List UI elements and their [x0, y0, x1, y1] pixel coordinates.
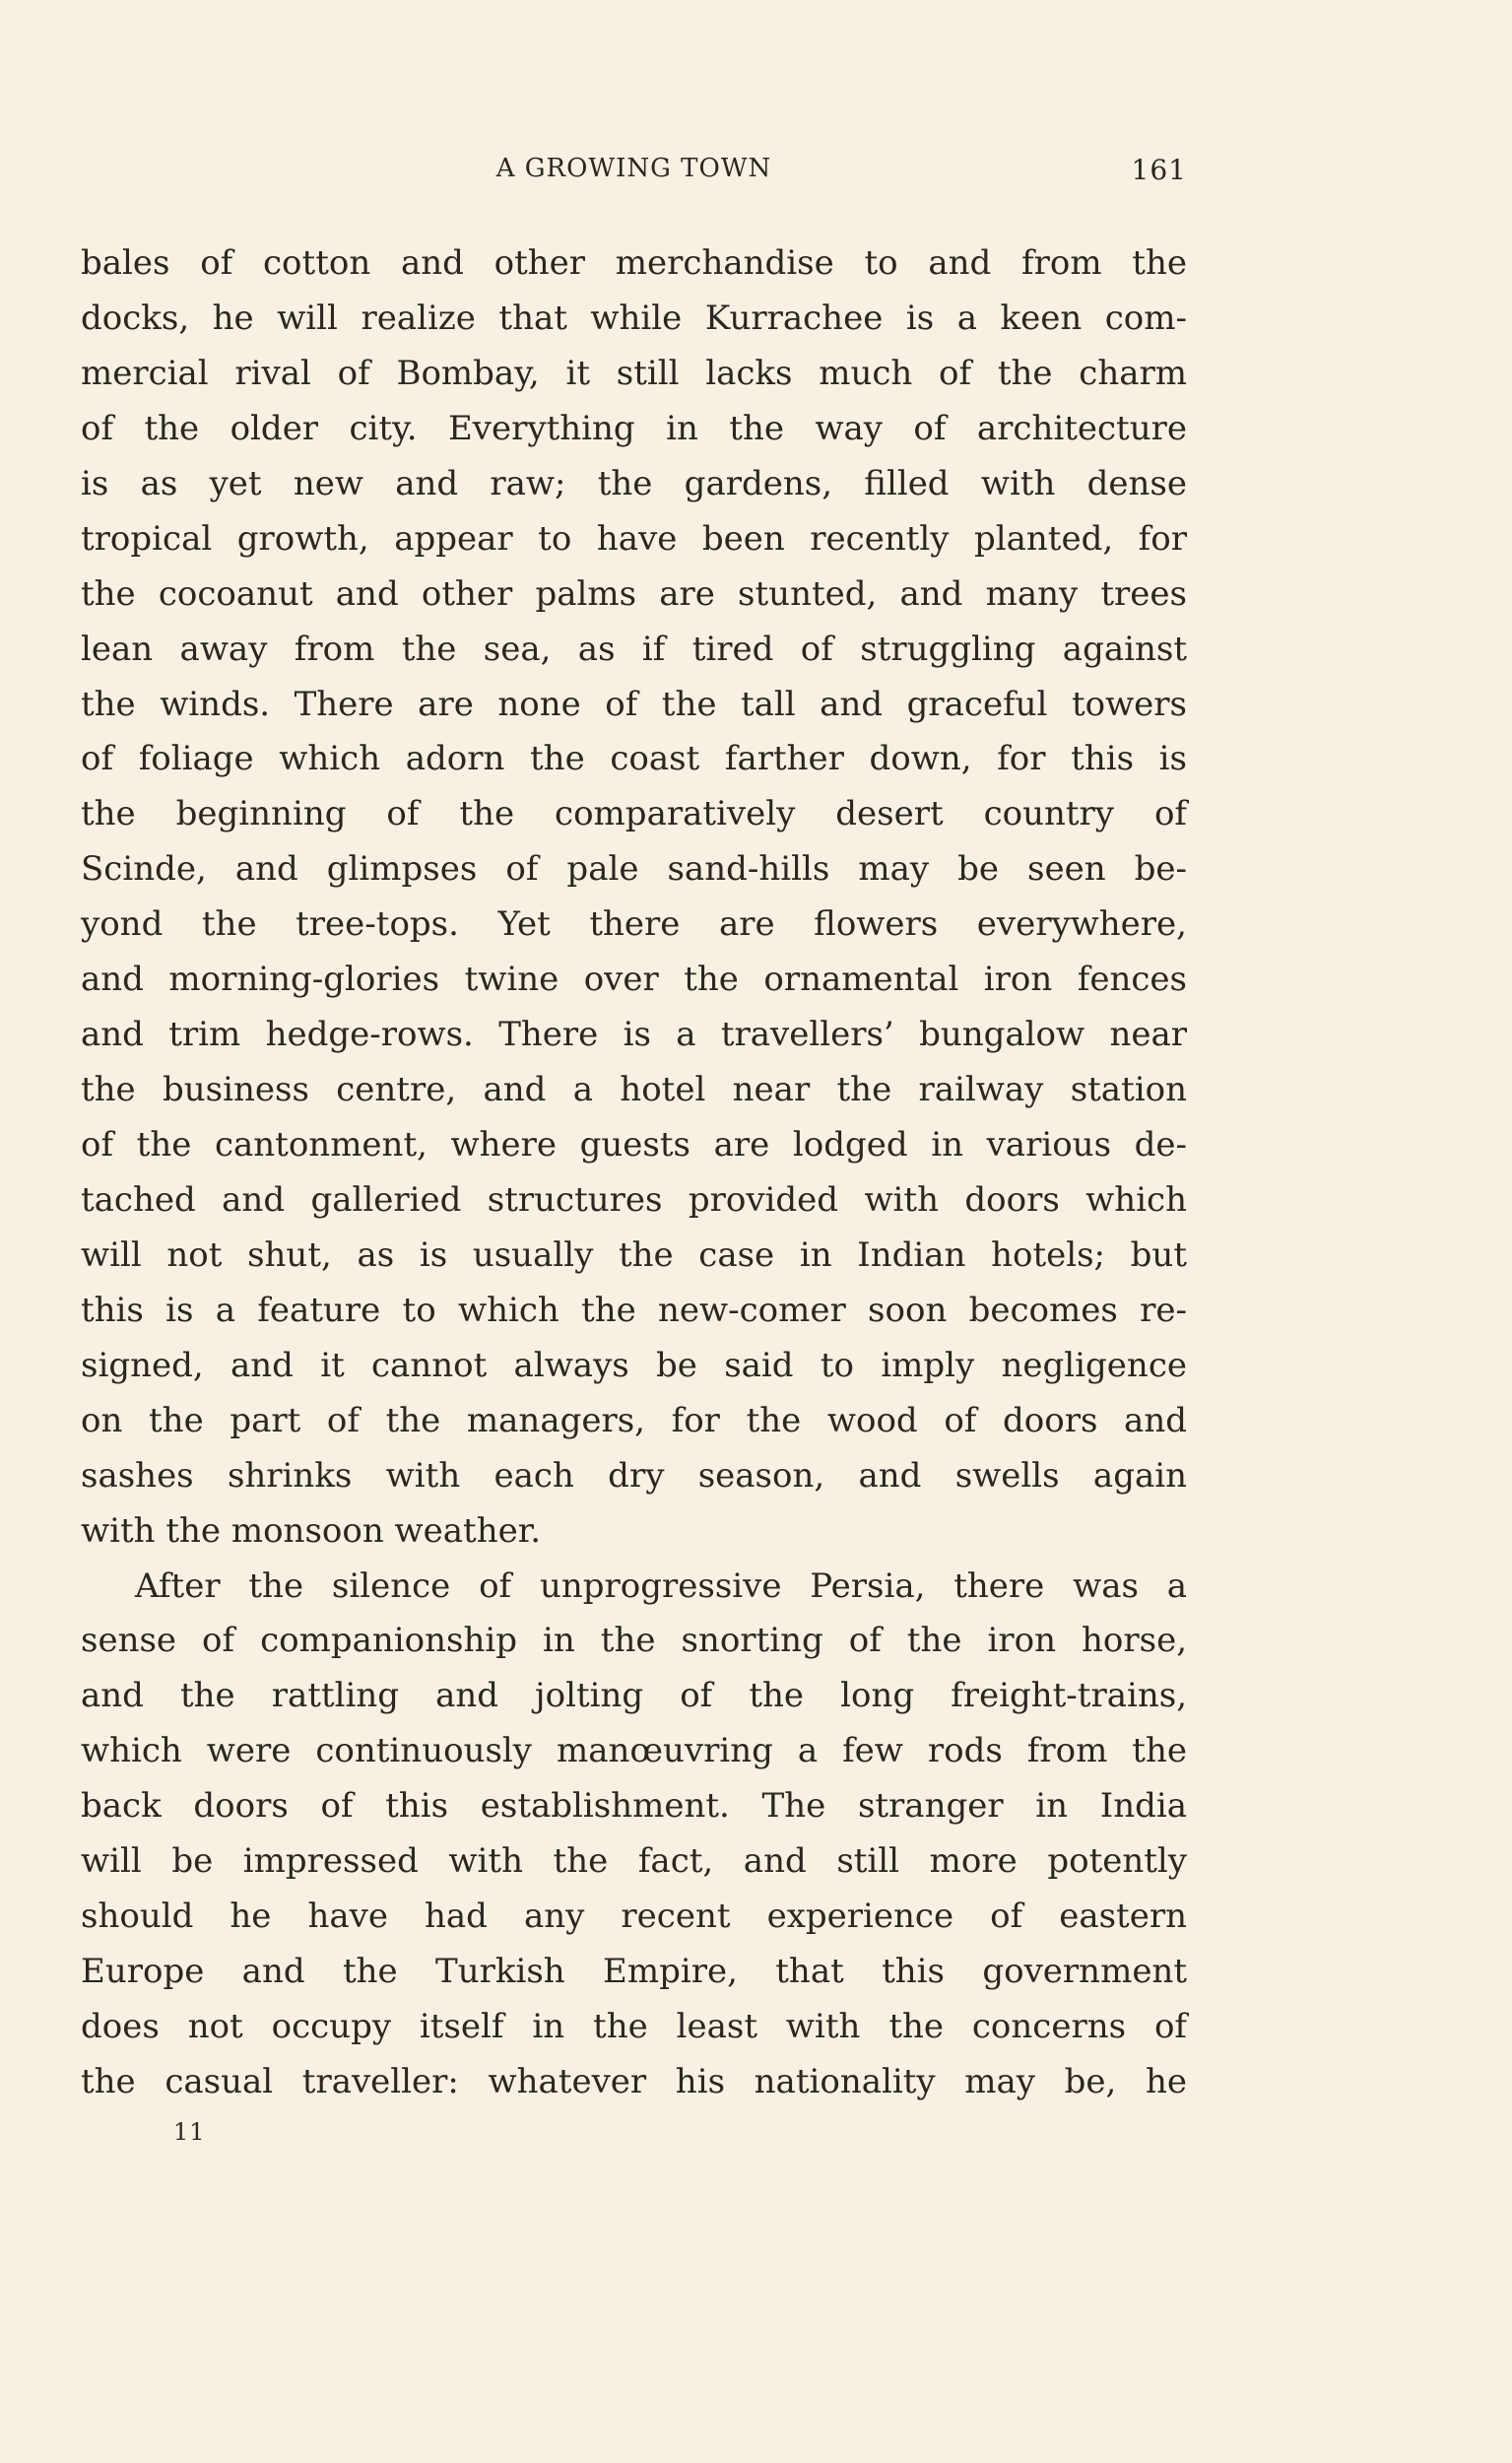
- text-line: on the part of the managers, for the wood of doors and: [81, 1400, 1187, 1440]
- text-line: should he have had any recent experience of eastern: [81, 1897, 1187, 1937]
- text-line: the winds. There are none of the tall and graceful towers: [81, 684, 1187, 724]
- page-number: 161: [1131, 154, 1187, 186]
- running-title: A GROWING TOWN: [495, 154, 772, 183]
- text-line: lean away from the sea, as if tired of struggling against: [81, 629, 1187, 669]
- text-line: back doors of this establishment. The stranger in India: [81, 1786, 1187, 1827]
- text-line: of foliage which adorn the coast farther down, for this is: [81, 739, 1187, 779]
- text-line: the business centre, and a hotel near the railway station: [81, 1070, 1187, 1110]
- text-line: tached and galleried structures provided with doors which: [81, 1179, 1187, 1220]
- text-line: yond the tree-tops. Yet there are flowers everywhere,: [81, 904, 1187, 945]
- text-line: with the monsoon weather.: [81, 1510, 542, 1551]
- text-line: sense of companionship in the snorting of the iron horse,: [81, 1621, 1187, 1661]
- text-line: of the cantonment, where guests are lodged in various de-: [81, 1125, 1187, 1165]
- text-line: which were continuously manœuvring a few rods from the: [81, 1731, 1187, 1771]
- text-line: mercial rival of Bombay, it still lacks much of the charm: [81, 353, 1187, 393]
- text-line: and morning-glories twine over the ornamental iron fences: [81, 960, 1187, 1000]
- body-text: [81, 236, 1187, 2110]
- text-line: Scinde, and glimpses of pale sand-hills may be seen be-: [81, 849, 1187, 890]
- text-line: Europe and the Turkish Empire, that this government: [81, 1952, 1187, 1992]
- paragraph: [81, 236, 1187, 1560]
- text-line: docks, he will realize that while Kurrachee is a keen com-: [81, 298, 1187, 338]
- text-line: and trim hedge-rows. There is a travellers’ bungalow near: [81, 1015, 1187, 1055]
- text-line: will be impressed with the fact, and still more potently: [81, 1841, 1187, 1882]
- text-line: this is a feature to which the new-comer soon becomes re-: [81, 1290, 1187, 1330]
- text-line: and the rattling and jolting of the long freight-trains,: [81, 1676, 1187, 1716]
- text-line: sashes shrinks with each dry season, and swells again: [81, 1455, 1187, 1496]
- text-line: the casual traveller: whatever his nationality may be, he: [81, 2061, 1187, 2101]
- text-line: will not shut, as is usually the case in Indian hotels; but: [81, 1234, 1187, 1275]
- text-line: signed, and it cannot always be said to imply negligence: [81, 1345, 1187, 1385]
- text-line: is as yet new and raw; the gardens, filled with dense: [81, 463, 1187, 503]
- text-line: the beginning of the comparatively desert country of: [81, 794, 1187, 834]
- text-line: bales of cotton and other merchandise to and from the: [81, 243, 1187, 283]
- text-line: of the older city. Everything in the way of architecture: [81, 408, 1187, 448]
- paragraph: [81, 1560, 1187, 2110]
- text-line: the cocoanut and other palms are stunted, and many trees: [81, 573, 1187, 614]
- text-line: tropical growth, appear to have been recently planted, for: [81, 518, 1187, 559]
- signature-mark: 11: [173, 2118, 206, 2146]
- text-line: does not occupy itself in the least with the concerns of: [81, 2007, 1187, 2046]
- running-head: [81, 154, 1187, 193]
- text-line: After the silence of unprogressive Persia, there was a: [135, 1565, 1187, 1606]
